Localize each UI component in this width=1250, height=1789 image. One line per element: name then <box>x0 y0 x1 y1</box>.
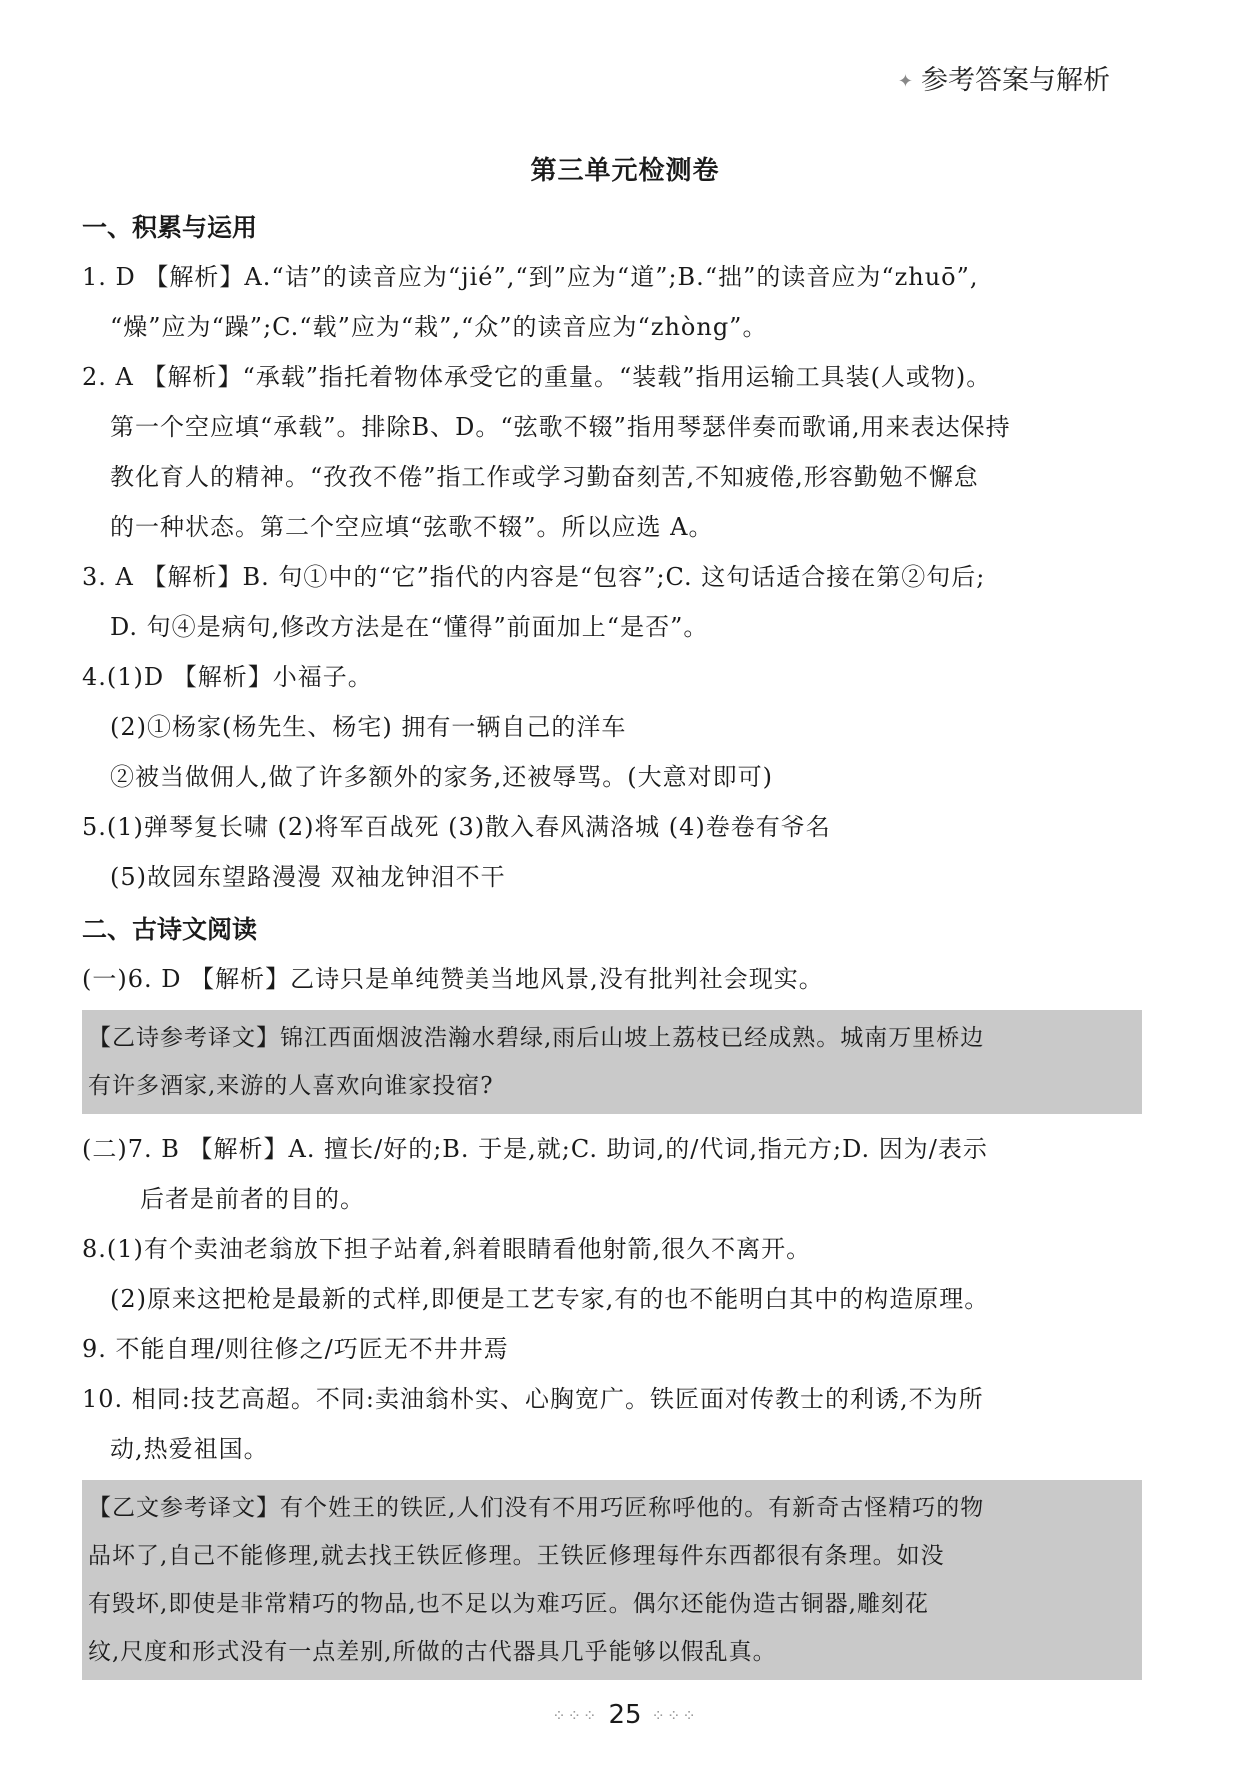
answer-line: 5.(1)弹琴复长啸 (2)将军百战死 (3)散入春风满洛城 (4)卷卷有爷名 <box>82 813 831 841</box>
page-footer <box>0 1700 1250 1730</box>
translation-box-poem <box>82 1010 1142 1114</box>
sparkle-icon: ✦ <box>897 71 913 92</box>
answer-line: 动,热爱祖国。 <box>110 1435 269 1463</box>
answer-line: 2. A 【解析】“承载”指托着物体承受它的重量。“装载”指用运输工具装(人或物)。 <box>82 363 992 391</box>
translation-line: 纹,尺度和形式没有一点差别,所做的古代器具几乎能够以假乱真。 <box>88 1639 777 1665</box>
answer-content <box>82 200 1142 1690</box>
answer-line: 8.(1)有个卖油老翁放下担子站着,斜着眼睛看他射箭,很久不离开。 <box>82 1235 812 1263</box>
answer-line: “燥”应为“躁”;C.“载”应为“栽”,“众”的读音应为“zhòng”。 <box>110 313 768 341</box>
translation-box-prose <box>82 1480 1142 1680</box>
answer-line: 第一个空应填“承载”。排除B、D。“弦歌不辍”指用琴瑟伴奏而歌诵,用来表达保持 <box>110 413 1011 441</box>
answer-line: 后者是前者的目的。 <box>140 1185 365 1213</box>
translation-line: 【乙诗参考译文】锦江西面烟波浩瀚水碧绿,雨后山坡上荔枝已经成熟。城南万里桥边 <box>88 1025 985 1051</box>
answer-line: (2)①杨家(杨先生、杨宅) 拥有一辆自己的洋车 <box>110 713 627 741</box>
answer-line: 9. 不能自理/则往修之/巧匠无不井井焉 <box>82 1335 509 1363</box>
section-heading-1: 一、积累与运用 <box>82 213 258 242</box>
page-number: 25 <box>608 1700 642 1730</box>
answer-line: 3. A 【解析】B. 句①中的“它”指代的内容是“包容”;C. 这句话适合接在第②句后; <box>82 563 986 591</box>
answer-line: 的一种状态。第二个空应填“弦歌不辍”。所以应选 A。 <box>110 513 714 541</box>
page-header <box>898 58 1110 97</box>
answer-line: 教化育人的精神。“孜孜不倦”指工作或学习勤奋刻苦,不知疲倦,形容勤勉不懈怠 <box>110 463 979 491</box>
answer-line: (一)6. D 【解析】乙诗只是单纯赞美当地风景,没有批判社会现实。 <box>82 965 824 993</box>
translation-line: 品坏了,自己不能修理,就去找王铁匠修理。王铁匠修理每件东西都很有条理。如没 <box>88 1543 945 1569</box>
dots-decoration-icon: ⁘⁘⁘ <box>651 1706 698 1725</box>
answer-line: 4.(1)D 【解析】小福子。 <box>82 663 373 691</box>
answer-line: D. 句④是病句,修改方法是在“懂得”前面加上“是否”。 <box>110 613 709 641</box>
answer-line: 1. D 【解析】A.“诘”的读音应为“jié”,“到”应为“道”;B.“拙”的读音应为“zhuō”, <box>82 263 979 291</box>
dots-decoration-icon: ⁘⁘⁘ <box>552 1706 599 1725</box>
page-title: 第三单元检测卷 <box>530 156 720 186</box>
answer-line: 10. 相同:技艺高超。不同:卖油翁朴实、心胸宽广。铁匠面对传教士的利诱,不为所 <box>82 1385 984 1413</box>
answer-line: (二)7. B 【解析】A. 擅长/好的;B. 于是,就;C. 助词,的/代词,指元方;D. 因为/表示 <box>82 1135 988 1163</box>
translation-line: 【乙文参考译文】有个姓王的铁匠,人们没有不用巧匠称呼他的。有新奇古怪精巧的物 <box>88 1495 985 1521</box>
answer-line: (2)原来这把枪是最新的式样,即便是工艺专家,有的也不能明白其中的构造原理。 <box>110 1285 990 1313</box>
header-text: 参考答案与解析 <box>921 65 1110 96</box>
answer-line: ②被当做佣人,做了许多额外的家务,还被辱骂。(大意对即可) <box>110 763 773 791</box>
section-heading-2: 二、古诗文阅读 <box>82 915 258 944</box>
translation-line: 有毁坏,即使是非常精巧的物品,也不足以为难巧匠。偶尔还能伪造古铜器,雕刻花 <box>88 1591 929 1617</box>
answer-line: (5)故园东望路漫漫 双袖龙钟泪不干 <box>110 863 506 891</box>
translation-line: 有许多酒家,来游的人喜欢向谁家投宿? <box>88 1073 494 1099</box>
